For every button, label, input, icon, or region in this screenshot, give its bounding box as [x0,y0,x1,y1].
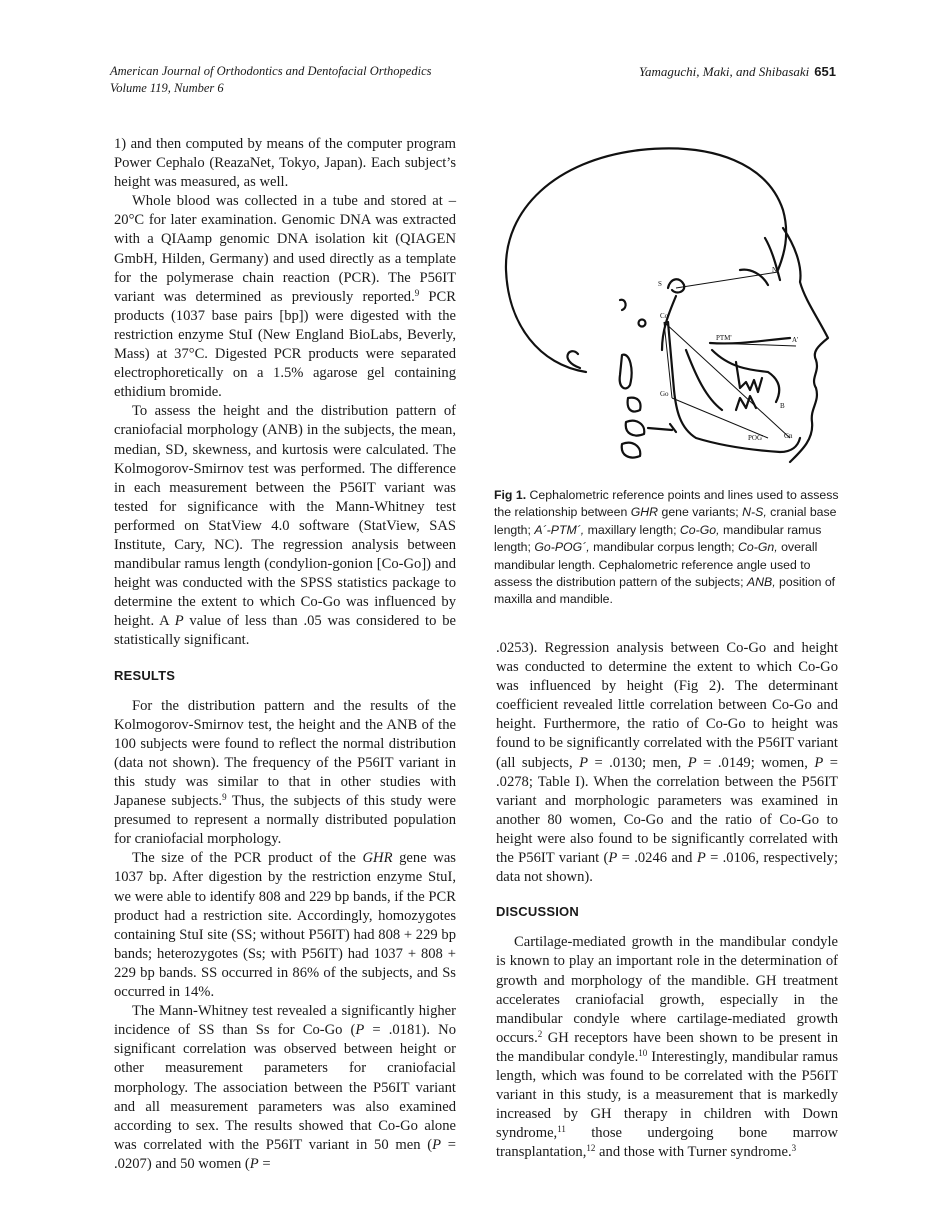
citation: 10 [638,1047,648,1058]
section-heading-discussion: DISCUSSION [496,904,579,920]
label-go: Go [660,390,669,398]
journal-header [110,63,432,97]
label-s: S [658,280,662,288]
paragraph: .0253). Regression analysis between Co-Go and height was conducted to determine the extent to which Co-Go was influenced by height (Fig 2). The determinant coefficient revealed little correlation between Co-Go and height. Furthermore, the ratio of Co-Go to height was found to be significantly correlated with the P56IT variant (all subjects, P = .0130; men, P = .0149; women, P = .0278; Table I). When the correlation between the P56IT variant and morphologic parameters was examined in another 80 women, Co-Go and the ratio of Co-Go to height were also found to be significantly correlated with the P56IT variant (P = .0246 and P = .0106, respectively; data not shown). [496,640,839,886]
paragraph: The size of the PCR product of the GHR gene was 1037 bp. After digestion by the restriction enzyme StuI, we were able to identify 808 and 229 bp bands, if the PCR product had a restriction site. Accordingly, homozygotes containing StuI site (SS; without P56IT) had 808 + 229 bp bands; heterozygotes (Ss; with P56IT) had 1037 + 808 + 229 bp bands. SS occurred in 86% of the subjects, and Ss occurred in 14%. [114,850,456,1001]
cephalometric-tracing [500,140,840,480]
left-column [114,135,456,1174]
vertebra-4 [622,443,641,458]
citation: 12 [586,1143,596,1154]
paragraph: Cartilage-mediated growth in the mandibular condyle is known to play an important role in the determination of growth and morphology of the mandible. GH treatment accelerates craniofacial growth, especially in the mandibular condyle where cartilage-mediated growth occurs.$^2$ GH receptors have been shown to be present in the mandibular condyle.$^{10}$ Interestingly, mandibular ramus length, which was found to be correlated with the P56IT variant in this study, is a measurement that is markedly increased by GH therapy in children with Down syndrome,$^{11}$ those undergoing bone marrow transplantation,$^{12}$ and those with Turner syndrome.$^3$ [496,934,838,1161]
facial-profile [783,228,828,462]
label-ptm: PTM' [716,334,732,342]
reference-lines [664,272,799,438]
figure-label: Fig 1. [494,488,527,502]
label-gn: Gn [784,432,793,440]
paragraph: To assess the height and the distribution pattern of craniofacial morphology (ANB) in the subjects, the mean, median, SD, skewness, and kurtosis were calculated. The Kolmogorov-Smirnov test was performed. The difference in each measurement between the P56IT variant was tested for significance with the Mann-Whitney test performed on StatView 4.0 software (StatView, SAS Institute, Cary, NC). The regression analysis between mandibular ramus length (condylion-gonion [Co-Go]) and height was conducted with the SPSS statistics package to determine the extent to which Co-Go was influenced by height. A P value of less than .05 was considered to be statistically significant. [114,403,456,649]
sella-turcica [668,279,684,292]
journal-title: American Journal of Orthodontics and Dentofacial Orthopedics [110,64,432,78]
page-number: 651 [814,64,836,79]
label-n: N [772,266,778,274]
skull-outline [506,148,786,372]
citation: 11 [557,1124,566,1135]
vertebra-2 [628,398,641,412]
hyoid [648,424,676,432]
citation: 9 [414,287,420,298]
line-n-s [676,272,778,288]
label-pog: POG' [748,434,764,442]
line-aptm [712,343,796,346]
citation: 3 [791,1143,797,1154]
citation: 9 [222,792,227,803]
running-authors: Yamaguchi, Maki, and Shibasaki [638,64,810,79]
vertebra-1 [620,355,632,389]
label-a: A' [792,336,799,344]
paragraph: Whole blood was collected in a tube and stored at –20°C for later examination. Genomic DNA was extracted with a QIAamp genomic DNA isolation kit (QIAGEN GmbH, Hilden, Germany) and used directly as a template for the polymerase chain reaction (PCR). The P56IT variant was determined as previously reported.$^9$ PCR products (1037 base pairs [bp]) were digested with the restriction enzyme StuI (New England BioLabs, Beverly, Mass) at 37°C. Digested PCR products were separated electrophoretically on a 1.5% agarose gel containing ethidium bromide. [114,193,457,401]
paragraph: The Mann-Whitney test revealed a significantly higher incidence of SS than Ss for Co-Go (P = .0181). No significant correlation was observed between height or other measurement parameters for craniofacial morphology. The association between the P56IT variant and all measurement parameters was also examined according to sex. The results showed that Co-Go alone was correlated with the P56IT variant in 50 men (P = .0207) and 50 women (P = [114,1003,456,1172]
cephalometric-figure [500,140,840,480]
condyle-marker [639,320,646,327]
right-column [496,639,838,1162]
citation: 2 [537,1028,543,1039]
label-b: B [780,402,785,410]
author-header [639,63,836,80]
paragraph: For the distribution pattern and the results of the Kolmogorov-Smirnov test, the height and the ANB of the 100 subjects were found to reflect the normal distribution (data not shown). The frequency of the P56IT variant in this study was similar to that in other studies with Japanese subjects.$^9$ Thus, the subjects of this study were presumed to represent a normally distributed population for craniofacial morphology. [114,697,456,848]
skull-outline-inner [567,351,580,368]
label-co: Co [660,312,669,320]
paragraph: 1) and then computed by means of the computer program Power Cephalo (ReazaNet, Tokyo, Japan). Each subject’s height was measured, as well. [114,136,456,191]
section-heading-results: RESULTS [114,667,176,683]
vertebra-3 [626,421,645,436]
ear-marker [620,300,626,310]
figure-caption: Fig 1. Cephalometric reference points and lines used to assess the relationship between GHR gene variants; N-S, cranial base length; A´-PTM´, maxillary length; Co-Go, mandibular ramus length; Go-POG´, mandibular corpus length; Co-Gn, overall mandibular length. Cephalometric reference angle used to assess the distribution pattern of the subjects; ANB, position of maxilla and mandible. [494,488,839,607]
journal-volume: Volume 119, Number 6 [110,81,224,95]
